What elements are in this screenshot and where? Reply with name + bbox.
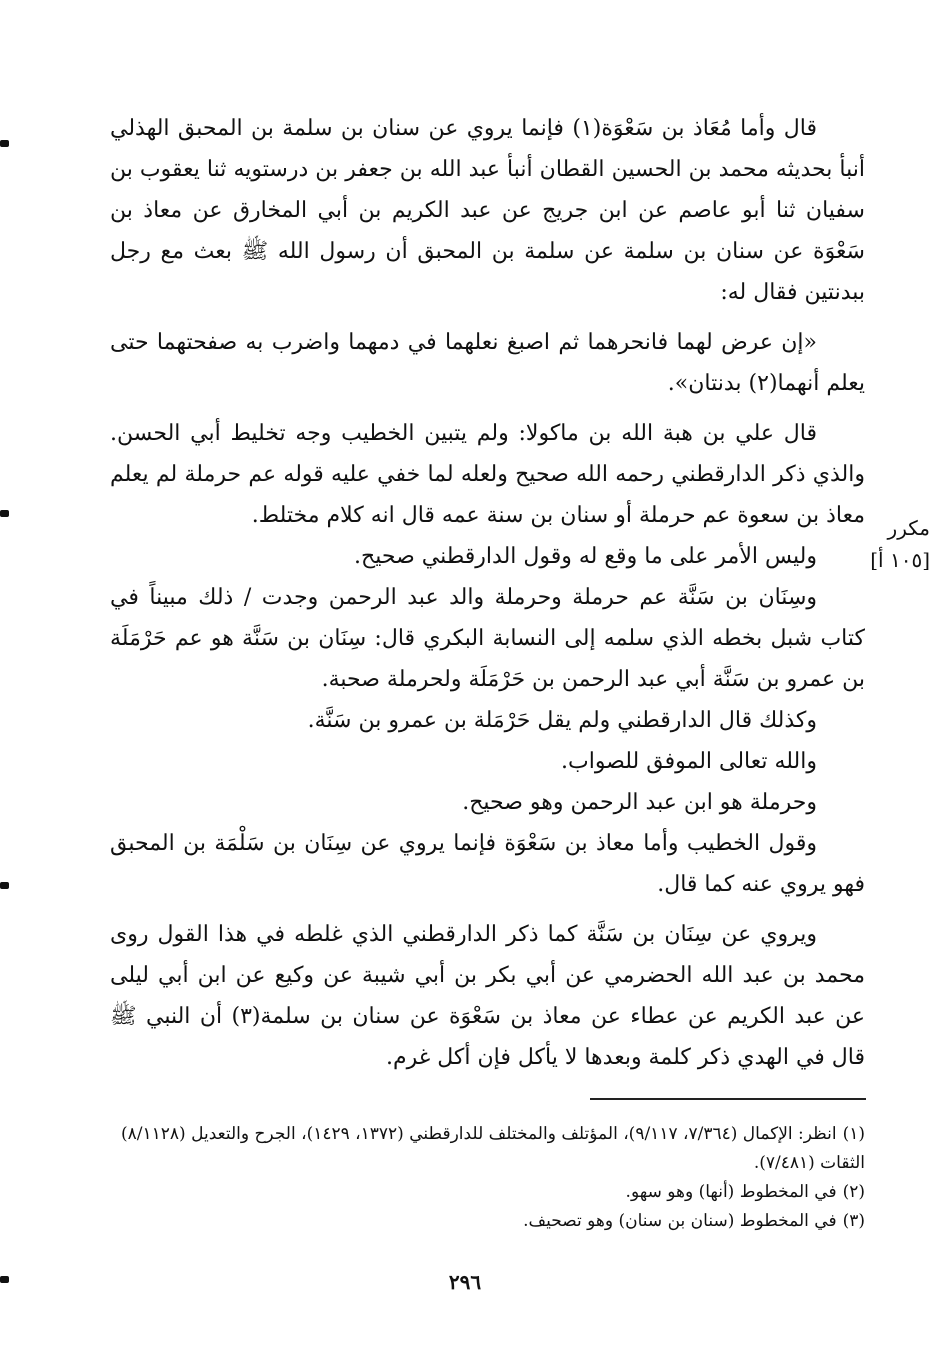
main-text bbox=[110, 108, 865, 1078]
footnotes bbox=[110, 1120, 865, 1236]
paragraph-3: قال علي بن هبة الله بن ماكولا: ولم يتبين الخطيب وجه تخليط أبي الحسن. والذي ذكر الدارقطني رحمه الله صحيح ولعله لما خفي عليه قوله عم حرملة لم يعلم معاذ بن سعوة عم حرملة أو سنان بن سنة عمه قال انه كلام مختلط. bbox=[110, 421, 865, 528]
footnote-number: (١) bbox=[842, 1124, 865, 1144]
footnote-text: انظر: الإكمال (٧/٣٦٤، ٩/١١٧)، المؤتلف والمختلف للدارقطني (١٣٧٢، ١٤٢٩)، الجرح والتعديل (٨/١١٢٨) الثقات (٧/٤٨١). bbox=[121, 1124, 865, 1173]
margin-note-folio: [١٠٥ أ] bbox=[870, 548, 930, 572]
paragraph-4: وليس الأمر على ما وقع له وقول الدارقطني صحيح. bbox=[354, 544, 817, 569]
footnote-1 bbox=[110, 1120, 865, 1178]
footnote-number: (٣) bbox=[842, 1211, 865, 1231]
footnote-3 bbox=[110, 1207, 865, 1236]
scan-edge-mark bbox=[0, 510, 9, 517]
footnote-2 bbox=[110, 1178, 865, 1207]
footnote-divider bbox=[590, 1098, 866, 1100]
paragraph-8: وحرملة هو ابن عبد الرحمن وهو صحيح. bbox=[462, 790, 817, 815]
margin-note-label: مكرر bbox=[887, 516, 930, 540]
paragraph-7: والله تعالى الموفق للصواب. bbox=[561, 749, 817, 774]
scan-edge-mark bbox=[0, 882, 9, 889]
paragraph-2: «إن عرض لهما فانحرهما ثم اصبغ نعلهما في دمهما واضرب به صفحتهما حتى يعلم أنهما(٢) بدنتان». bbox=[110, 330, 865, 396]
footnote-text: في المخطوط (أنها) وهو سهو. bbox=[625, 1182, 837, 1202]
paragraph-9: وقول الخطيب وأما معاذ بن سَعْوَة فإنما يروي عن سِنَان بن سَلْمَة بن المحبق فهو يروي عنه كما قال. bbox=[110, 831, 865, 897]
footnote-number: (٢) bbox=[842, 1182, 865, 1202]
paragraph-10: ويروي عن سِنَان بن سَنَّة كما ذكر الدارقطني الذي غلطه في هذا القول روى محمد بن عبد الله الحضرمي عن أبي بكر بن أبي شيبة عن وكيع عن ابن أبي ليلى عن عبد الكريم عن عطاء عن معاذ بن سَعْوَة عن سنان بن سلمة(٣) أن النبي ﷺ قال في الهدي ذكر كلمة وبعدها لا يأكل فإن أكل غرم. bbox=[110, 922, 865, 1070]
paragraph-1: قال وأما مُعَاذ بن سَعْوَة(١) فإنما يروي عن سنان بن سلمة بن المحبق الهذلي أنبأ بحديثه محمد بن الحسين القطان أنبأ عبد الله بن جعفر بن درستويه ثنا يعقوب بن سفيان ثنا أبو عاصم عن ابن جريج عن عبد الكريم بن أبي المخارق عن معاذ بن سَعْوَة عن سنان بن سلمة عن سلمة بن المحبق أن رسول الله ﷺ بعث مع رجل ببدنتين فقال له: bbox=[110, 116, 865, 305]
scan-edge-mark bbox=[0, 1276, 9, 1283]
page-number: ٢٩٦ bbox=[448, 1270, 482, 1294]
paragraph-5: وسِنَان بن سَنَّة عم حرملة وحرملة والد عبد الرحمن وجدت / ذلك مبيناً في كتاب شبل بخطه الذي سلمه إلى النسابة البكري قال: سِنَان بن سَنَّة هو عم حَرْمَلَة بن عمرو بن سَنَّة أبي عبد الرحمن بن حَرْمَلَة ولحرملة صحبة. bbox=[110, 585, 865, 692]
footnote-text: في المخطوط (سنان بن سنان) وهو تصحيف. bbox=[523, 1211, 837, 1231]
margin-note bbox=[866, 512, 930, 576]
paragraph-6: وكذلك قال الدارقطني ولم يقل حَرْمَلة بن عمرو بن سَنَّة. bbox=[307, 708, 817, 733]
scan-edge-mark bbox=[0, 140, 9, 147]
